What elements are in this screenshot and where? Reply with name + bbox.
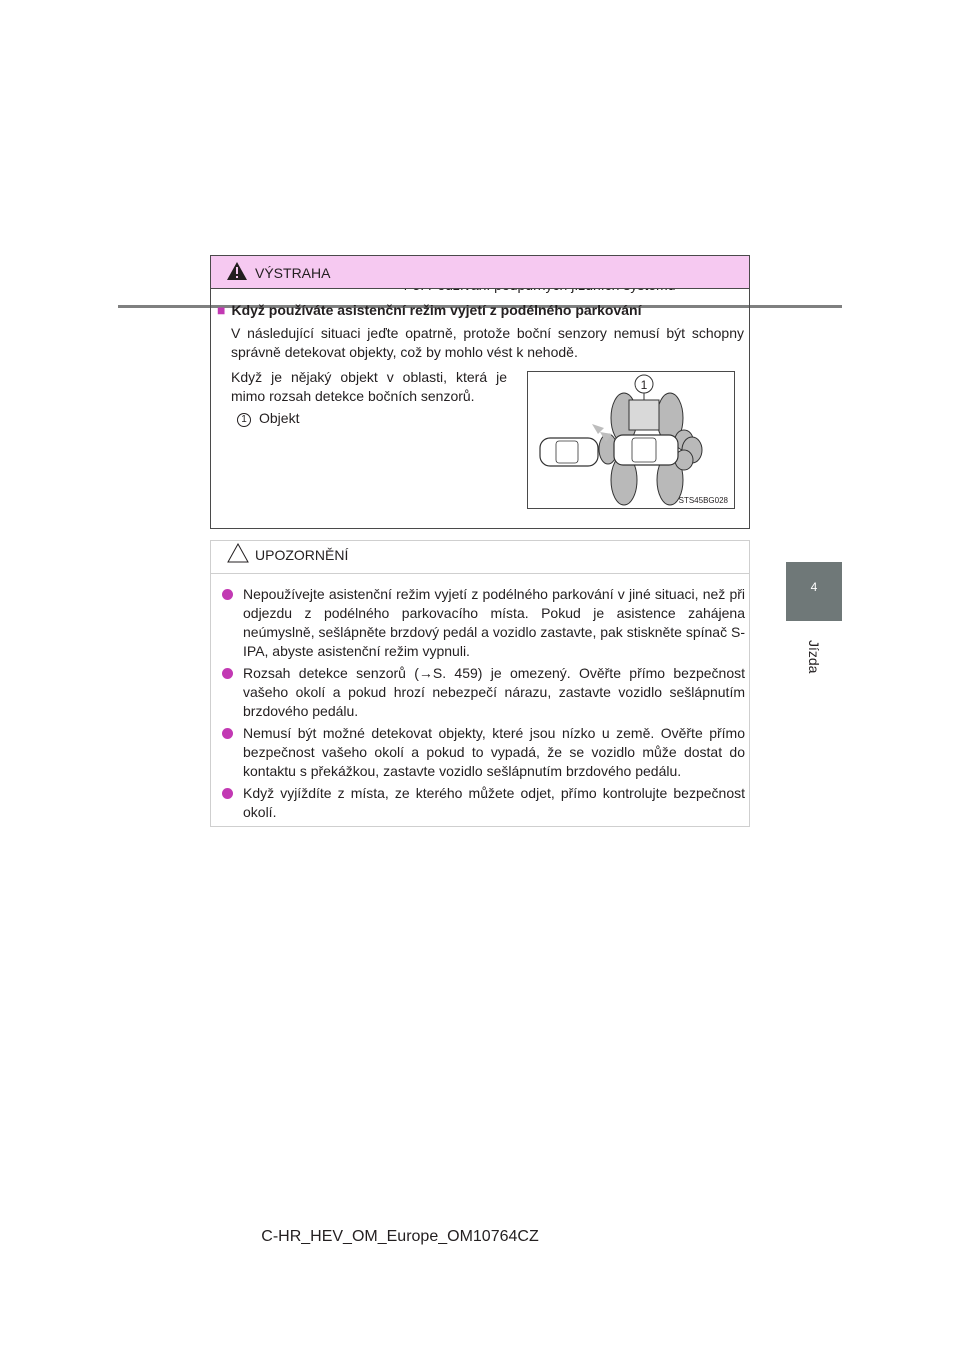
figure-code: STS45BG028 bbox=[678, 496, 728, 505]
notice-item-text: Nepoužívejte asistenční režim vyjetí z podélného parkování v jiné situaci, než při odjezdu z podélného parkovacího místa. Pokud je asistence zahájena neúmyslně, sešlápněte brzdový pedál a vozidlo zastavte, pak stiskněte spínač S-IPA, abyste asistenční režim vypnuli. bbox=[243, 586, 745, 659]
notice-item bbox=[221, 585, 745, 661]
caution-triangle-icon bbox=[227, 543, 249, 563]
notice-item bbox=[221, 724, 745, 781]
notice-header bbox=[211, 541, 749, 574]
bullet-dot-icon bbox=[222, 728, 233, 739]
warning-intro: V následující situaci jeďte opatrně, protože boční senzory nemusí být schopny správně detekovat objekty, což by mohlo vést k nehodě. bbox=[231, 325, 744, 360]
chapter-label-text: Jízda bbox=[806, 640, 822, 674]
callout-label: Objekt bbox=[259, 410, 300, 426]
warning-title: VÝSTRAHA bbox=[255, 265, 331, 281]
chapter-tab: 4 bbox=[786, 562, 842, 621]
callout-legend bbox=[237, 410, 299, 427]
square-bullet-icon: ■ bbox=[217, 302, 226, 318]
notice-box bbox=[210, 540, 750, 827]
callout-number: 1 bbox=[237, 413, 251, 427]
bullet-dot-icon bbox=[222, 589, 233, 600]
document-code: C-HR_HEV_OM_Europe_OM10764CZ bbox=[261, 1228, 539, 1245]
bullet-dot-icon bbox=[222, 788, 233, 799]
warning-triangle-icon bbox=[227, 262, 247, 280]
svg-text:1: 1 bbox=[640, 378, 648, 392]
warning-header bbox=[211, 256, 749, 289]
parking-diagram bbox=[528, 372, 734, 508]
notice-item-text: Rozsah detekce senzorů (→S. 459) je omezený. Ověřte přímo bezpečnost vašeho okolí a pokud hrozí nebezpečí nárazu, zastavte vozidlo sešlápnutím brzdového pedálu. bbox=[243, 665, 745, 719]
notice-list bbox=[221, 585, 745, 825]
bullet-dot-icon bbox=[222, 668, 233, 679]
parking-figure bbox=[527, 371, 735, 509]
warning-box bbox=[210, 255, 750, 529]
notice-title: UPOZORNĚNÍ bbox=[255, 547, 349, 563]
warning-heading-text: Když používáte asistenční režim vyjetí z podélného parkování bbox=[231, 302, 642, 318]
chapter-label bbox=[800, 640, 828, 700]
notice-item bbox=[221, 784, 745, 822]
notice-item bbox=[221, 664, 745, 721]
warning-heading bbox=[217, 302, 641, 318]
notice-item-text: Když vyjíždíte z místa, ze kterého můžete odjet, přímo kontrolujte bezpečnost okolí. bbox=[243, 785, 745, 820]
notice-item-text: Nemusí být možné detekovat objekty, které jsou nízko u země. Ověřte přímo bezpečnost vašeho okolí a pokud to vypadá, že se vozidlo může dostat do kontaktu s překážkou, zastavte vozidlo sešlápnutím brzdového pedálu. bbox=[243, 725, 745, 779]
warning-case: Když je nějaký objekt v oblasti, která je mimo rozsah detekce bočních senzorů. bbox=[231, 369, 507, 404]
